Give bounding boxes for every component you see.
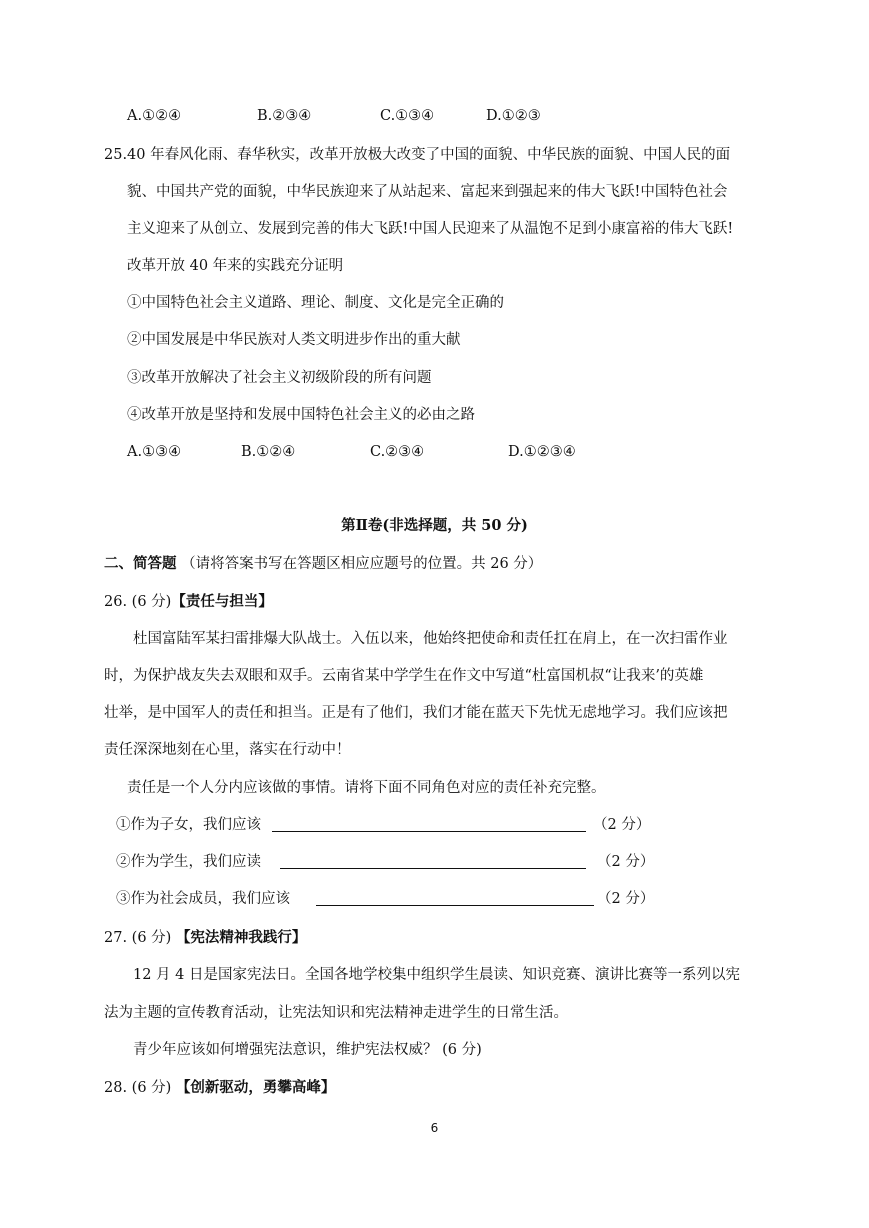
q25-stem-line-2: 貌、中国共产党的面貌，中华民族迎来了从站起来、富起来到强起来的伟大飞跃!中国特色社会	[127, 184, 728, 200]
q25-item-4: ④改革开放是坚持和发展中国特色社会主义的必由之路	[127, 407, 475, 423]
q26-heading	[104, 592, 273, 612]
q26-para-line-3: 壮举，是中国军人的责任和担当。正是有了他们，我们才能在蓝天下先忧无虑地学习。我们应该把	[104, 705, 728, 721]
q24-option-c: C.①③④	[380, 108, 435, 124]
section-heading	[104, 554, 542, 574]
q26-para-line-1: 杜国富陆军某扫雷排爆大队战士。入伍以来，他始终把使命和责任扛在肩上，在一次扫雷作业	[133, 631, 728, 647]
q26-blank-1-line[interactable]	[272, 831, 586, 832]
q27-question: 青少年应该如何增强宪法意识，维护宪法权威？ (6 分)	[133, 1042, 482, 1058]
q28-heading	[104, 1078, 335, 1098]
q25-option-a: A.①③④	[127, 444, 182, 460]
q25-option-c: C.②③④	[370, 444, 425, 460]
q27-para-line-1: 12 月 4 日是国家宪法日。全国各地学校集中组织学生晨读、知识竞赛、演讲比赛等一系列以宪	[133, 967, 740, 983]
q26-blank-3-label: ③作为社会成员，我们应该	[116, 891, 290, 907]
q25-option-d: D.①②③④	[508, 444, 576, 460]
q26-blank-2-points: （2 分）	[597, 854, 655, 870]
q24-option-b: B.②③④	[257, 108, 312, 124]
q26-blank-2-label: ②作为学生，我们应读	[116, 854, 261, 870]
q25-stem-line-4: 改革开放 40 年来的实践充分证明	[127, 258, 344, 274]
q26-para-line-4: 责任深深地刻在心里，落实在行动中！	[104, 742, 351, 758]
q25-stem-line-1: 25.40 年春风化雨、春华秋实，改革开放极大改变了中国的面貌、中华民族的面貌、中国人民的面	[104, 147, 731, 163]
q25-item-2: ②中国发展是中华民族对人类文明进步作出的重大献	[127, 332, 461, 348]
q26-blank-2-line[interactable]	[280, 868, 586, 869]
q26-number: 26. (6 分)	[104, 594, 172, 610]
q24-option-a: A.①②④	[127, 108, 182, 124]
q26-blank-1-label: ①作为子女，我们应该	[116, 817, 261, 833]
q25-option-b: B.①②④	[241, 444, 296, 460]
q27-topic: 【宪法精神我践行】	[175, 929, 307, 946]
q26-blank-3-points: （2 分）	[597, 891, 655, 907]
section-label: 二、简答题	[104, 555, 177, 572]
q28-topic: 【创新驱动，勇攀高峰】	[175, 1079, 336, 1096]
q27-heading	[104, 928, 306, 948]
q24-option-d: D.①②③	[486, 108, 541, 124]
q26-topic: 【责任与担当】	[171, 593, 273, 610]
part2-title: 第Ⅱ卷(非选择题，共 50 分)	[341, 517, 528, 534]
q26-blank-3-line[interactable]	[316, 905, 594, 906]
page-number: 6	[430, 1121, 439, 1135]
q27-number: 27. (6 分)	[104, 930, 172, 946]
q25-item-3: ③改革开放解决了社会主义初级阶段的所有问题	[127, 370, 432, 386]
q26-blank-1-points: （2 分）	[593, 817, 651, 833]
q25-stem-line-3: 主义迎来了从创立、发展到完善的伟大飞跃!中国人民迎来了从温饱不足到小康富裕的伟大飞跃!	[127, 221, 734, 237]
section-note: （请将答案书写在答题区相应应题号的位置。共 26 分）	[181, 556, 543, 572]
q28-number: 28. (6 分)	[104, 1080, 172, 1096]
q25-item-1: ①中国特色社会主义道路、理论、制度、文化是完全正确的	[127, 295, 504, 311]
q26-para-line-2: 时，为保护战友失去双眼和双手。云南省某中学学生在作文中写道“杜富国机叔“让我来’的英雄	[104, 668, 704, 684]
q27-para-line-2: 法为主题的宣传教育活动，让宪法知识和宪法精神走进学生的日常生活。	[104, 1005, 568, 1021]
q26-prompt: 责任是一个人分内应该做的事情。请将下面不同角色对应的责任补充完整。	[127, 780, 606, 796]
